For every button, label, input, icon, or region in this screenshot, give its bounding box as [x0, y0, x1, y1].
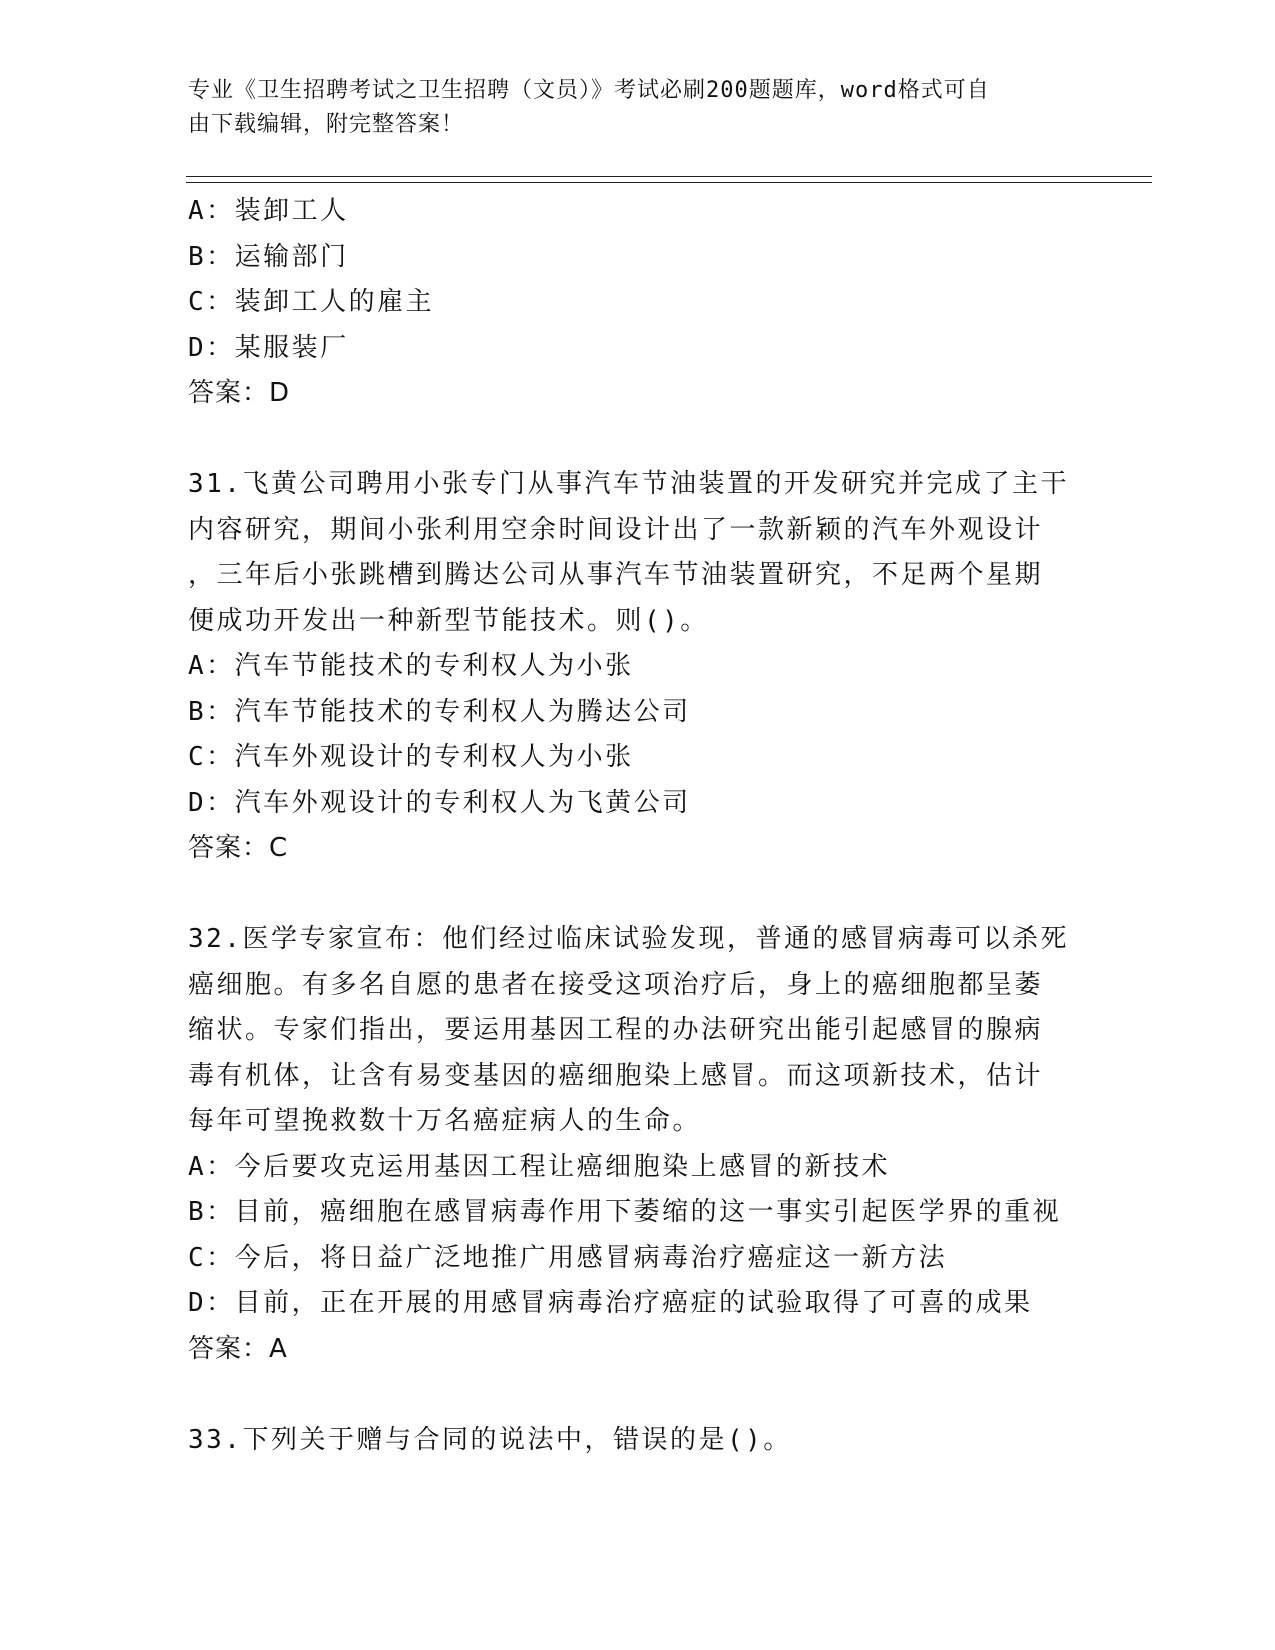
question-33 — [188, 1418, 1088, 1464]
option-c: C：今后，将日益广泛地推广用感冒病毒治疗癌症这一新方法 — [188, 1242, 948, 1273]
option-b: B：运输部门 — [188, 241, 349, 272]
question-text-line: 内容研究，期间小张利用空余时间设计出了一款新颖的汽车外观设计 — [188, 514, 1044, 545]
option-b: B：目前，癌细胞在感冒病毒作用下萎缩的这一事实引起医学界的重视 — [188, 1197, 1062, 1227]
option-b: B：汽车节能技术的专利权人为腾达公司 — [188, 696, 691, 727]
answer: 答案：A — [188, 1333, 288, 1364]
header-divider-top — [186, 176, 1152, 177]
answer: 答案：C — [188, 833, 289, 863]
question-text-line: 每年可望挽救数十万名癌症病人的生命。 — [188, 1106, 702, 1136]
answer: 答案：D — [188, 378, 291, 408]
question-text-line: 便成功开发出一种新型节能技术。则()。 — [188, 605, 709, 636]
question-text-line: 毒有机体，让含有易变基因的癌细胞染上感冒。而这项新技术，估计 — [188, 1060, 1044, 1091]
header-line-2: 由下载编辑，附完整答案！ — [188, 112, 465, 137]
header-line-1: 专业《卫生招聘考试之卫生招聘（文员）》考试必刷200题题库，word格式可自 — [188, 78, 990, 103]
question-text-line: 癌细胞。有多名自愿的患者在接受这项治疗后，身上的癌细胞都呈萎 — [188, 969, 1044, 1000]
question-30 — [188, 189, 1088, 417]
spacer — [188, 417, 1088, 463]
spacer — [188, 1372, 1088, 1418]
option-c: C：装卸工人的雇主 — [188, 287, 435, 317]
document-header — [188, 74, 1068, 142]
option-a: A：今后要攻克运用基因工程让癌细胞染上感冒的新技术 — [188, 1151, 891, 1182]
option-d: D：汽车外观设计的专利权人为飞黄公司 — [188, 787, 691, 818]
question-text-line: 32.医学专家宣布：他们经过临床试验发现，普通的感冒病毒可以杀死 — [188, 924, 1069, 954]
question-text-line: ，三年后小张跳槽到腾达公司从事汽车节油装置研究，不足两个星期 — [188, 560, 1044, 590]
question-text-line: 31.飞黄公司聘用小张专门从事汽车节油装置的开发研究并完成了主干 — [188, 469, 1069, 499]
option-d: D：某服装厂 — [188, 332, 349, 363]
option-a: A：汽车节能技术的专利权人为小张 — [188, 651, 634, 681]
question-list — [188, 189, 1088, 1463]
option-a: A：装卸工人 — [188, 196, 349, 226]
header-divider-bottom — [186, 182, 1152, 183]
option-d: D：目前，正在开展的用感冒病毒治疗癌症的试验取得了可喜的成果 — [188, 1288, 1033, 1318]
question-32 — [188, 917, 1088, 1372]
option-c: C：汽车外观设计的专利权人为小张 — [188, 742, 634, 772]
question-text-line: 缩状。专家们指出，要运用基因工程的办法研究出能引起感冒的腺病 — [188, 1015, 1044, 1045]
spacer — [188, 872, 1088, 918]
question-text-line: 33.下列关于赠与合同的说法中，错误的是()。 — [188, 1424, 792, 1455]
question-31 — [188, 462, 1088, 872]
